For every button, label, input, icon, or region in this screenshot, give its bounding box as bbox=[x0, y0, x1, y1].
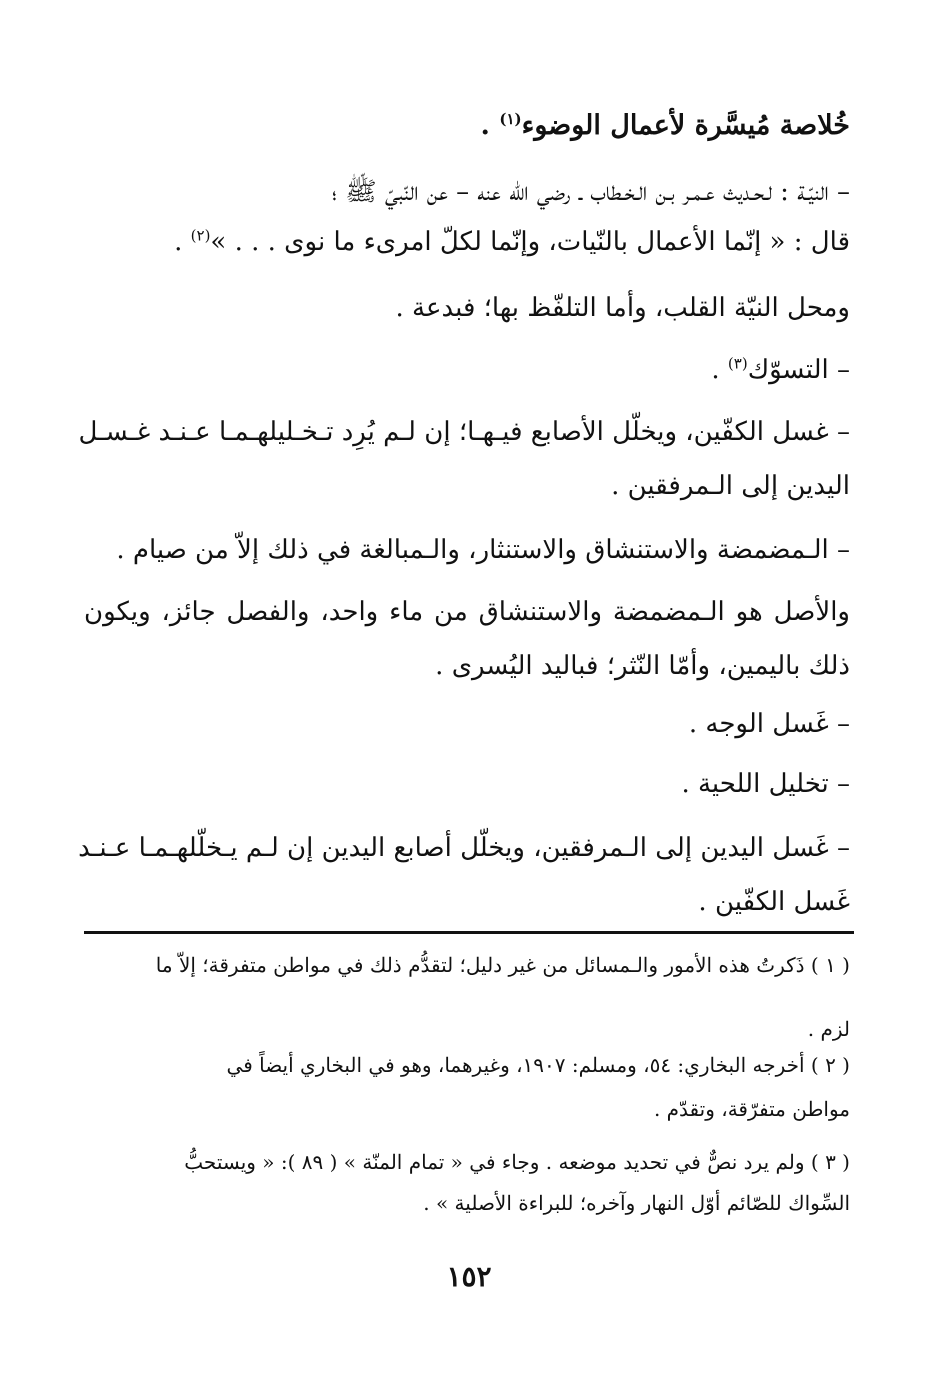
paragraph-line: ذلك باليمين، وأمّا النّثر؛ فباليد اليُسرى . bbox=[435, 651, 850, 681]
line-end: . bbox=[174, 227, 191, 257]
footnote-line: السِّواك للصّائم أوّل النهار وآخره؛ للبراءة الأصلية » . bbox=[423, 1191, 850, 1215]
hadith-text: قال : « إنّما الأعمال بالنّيات، وإنّما لكلّ امرىء ما نوى . . . » bbox=[210, 227, 850, 257]
footnote-line: ( ٣ ) ولم يرد نصٌّ في تحديد موضعه . وجاء في « تمام المنّة » ( ٨٩ ): « ويستحبُّ bbox=[184, 1150, 850, 1174]
footnote-ref-1: (١) bbox=[499, 110, 522, 128]
footnote-ref-2: (٢) bbox=[190, 226, 211, 245]
footnote-line: لزم . bbox=[807, 1017, 850, 1041]
footnote-line: ( ٢ ) أخرجه البخاري: ٥٤، ومسلم: ١٩٠٧، وغيرهما، وهو في البخاري أيضاً في bbox=[226, 1053, 850, 1077]
page-number: ١٥٢ bbox=[446, 1260, 492, 1293]
paragraph-line: – غَسل اليدين إلى الـمرفقين، ويخلّل أصابع اليدين إن لـم يـخلّلهـمـا عـنـد bbox=[78, 833, 850, 863]
footnote-line: مواطن متفرّقة، وتقدّم . bbox=[653, 1097, 850, 1121]
paragraph-line: – غَسل الوجه . bbox=[688, 709, 850, 739]
footnote-line: ( ١ ) ذَكرتُ هذه الأمور والـمسائل من غير دليل؛ لتقدُّم ذلك في مواطن متفرقة؛ إلاّ ما bbox=[155, 953, 850, 977]
footnote-divider bbox=[84, 931, 854, 934]
footnote-ref-3: (٣) bbox=[727, 354, 748, 373]
heading-text: خُلاصة مُيسَّرة لأعمال الوضوء bbox=[521, 110, 850, 141]
paragraph-line: – النيّـة : لـحـديث عـمـر بـن الـخـطاب ـ رضي الله عنه – عن النّبيّ ﷺ ؛ bbox=[331, 177, 850, 207]
paragraph-line: غَسل الكفّين . bbox=[698, 887, 850, 917]
item-text: – التسوّك bbox=[747, 355, 850, 385]
paragraph-line bbox=[84, 222, 850, 262]
heading-end: . bbox=[480, 110, 500, 141]
paragraph-line bbox=[84, 350, 850, 390]
paragraph-line: – غسل الكفّين، ويخلّل الأصابع فيـهـا؛ إن لـم يُرِد تـخـليلهـمـا عـنـد غـسـل bbox=[78, 417, 850, 447]
paragraph-line: – تخليل اللحية . bbox=[681, 769, 850, 799]
paragraph-line: – الـمضمضة والاستنشاق والاستنثار، والـمبالغة في ذلك إلاّ من صيام . bbox=[116, 535, 850, 565]
paragraph-line: والأصل هو الـمضمضة والاستنشاق من ماء واحد، والفصل جائز، ويكون bbox=[84, 597, 850, 627]
section-heading bbox=[84, 106, 850, 146]
paragraph-line: اليدين إلى الـمرفقين . bbox=[611, 471, 850, 501]
line-end: . bbox=[711, 355, 728, 385]
paragraph-line: ومحل النيّة القلب، وأما التلفّظ بها؛ فبدعة . bbox=[395, 293, 850, 323]
